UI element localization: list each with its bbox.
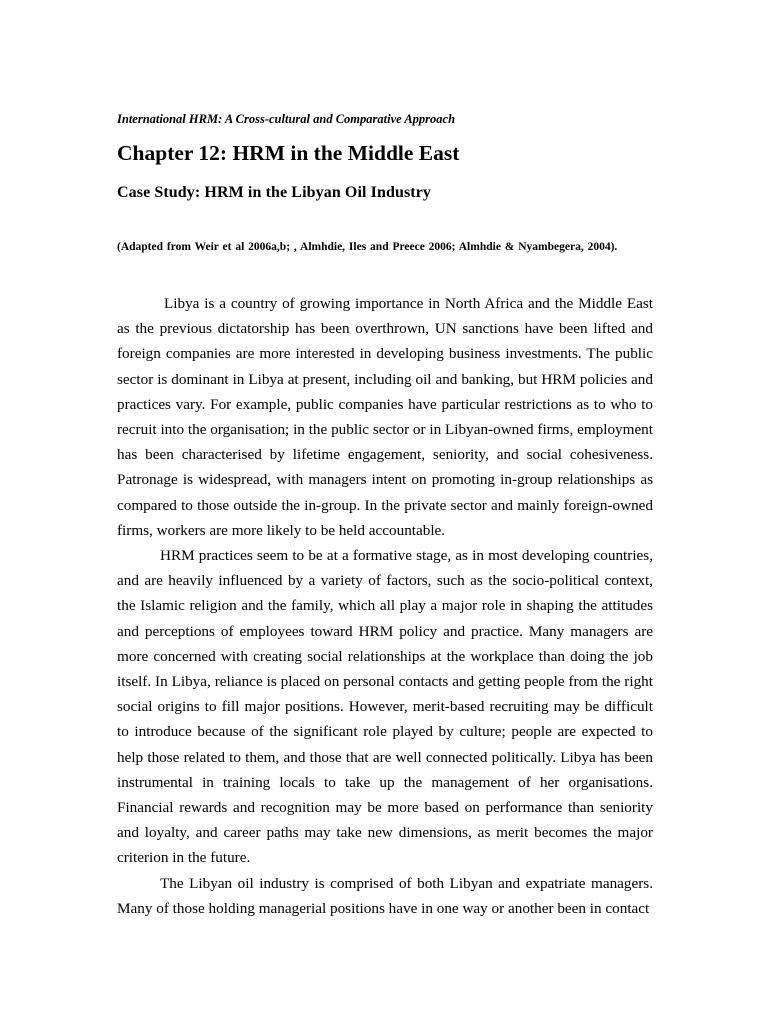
source-citation: (Adapted from Weir et al 2006a,b; , Almhdie, Iles and Preece 2006; Almhdie & Nyambegera, 2004). [117, 241, 618, 253]
case-study-title: Case Study: HRM in the Libyan Oil Industry [117, 184, 432, 201]
paragraph-2: HRM practices seem to be at a formative stage, as in most developing countries, and are heavily influenced by a variety of factors, such as the socio-political context, the Islamic religion and the family, which all play a major role in shaping the attitudes and perceptions of employees toward HRM policy and practice. Many managers are more concerned with creating social relationships at the workplace than doing the job itself. In Libya, reliance is placed on personal contacts and getting people from the right social origins to fill major positions. However, merit-based recruiting may be difficult to introduce because of the significant role played by culture; people are expected to help those related to them, and those that are well connected politically. Libya has been instrumental in training locals to take up the management of her organisations. Financial rewards and recognition may be more based on performance than seniority and loyalty, and career paths may take new dimensions, as merit becomes the major criterion in the future. [117, 547, 653, 867]
running-head: International HRM: A Cross-cultural and Comparative Approach [117, 112, 456, 126]
body-text [117, 291, 653, 921]
chapter-title: Chapter 12: HRM in the Middle East [117, 141, 460, 165]
paragraph-1: Libya is a country of growing importance in North Africa and the Middle East as the previous dictatorship has been overthrown, UN sanctions have been lifted and foreign companies are more interested in developing business investments. The public sector is dominant in Libya at present, including oil and banking, but HRM policies and practices vary. For example, public companies have particular restrictions as to who to recruit into the organisation; in the public sector or in Libyan-owned firms, employment has been characterised by lifetime engagement, seniority, and social cohesiveness. Patronage is widespread, with managers intent on promoting in-group relationships as compared to those outside the in-group. In the private sector and mainly foreign-owned firms, workers are more likely to be held accountable. [117, 295, 653, 539]
paragraph-3: The Libyan oil industry is comprised of both Libyan and expatriate managers. Many of those holding managerial positions have in one way or another been in contact [117, 874, 653, 917]
